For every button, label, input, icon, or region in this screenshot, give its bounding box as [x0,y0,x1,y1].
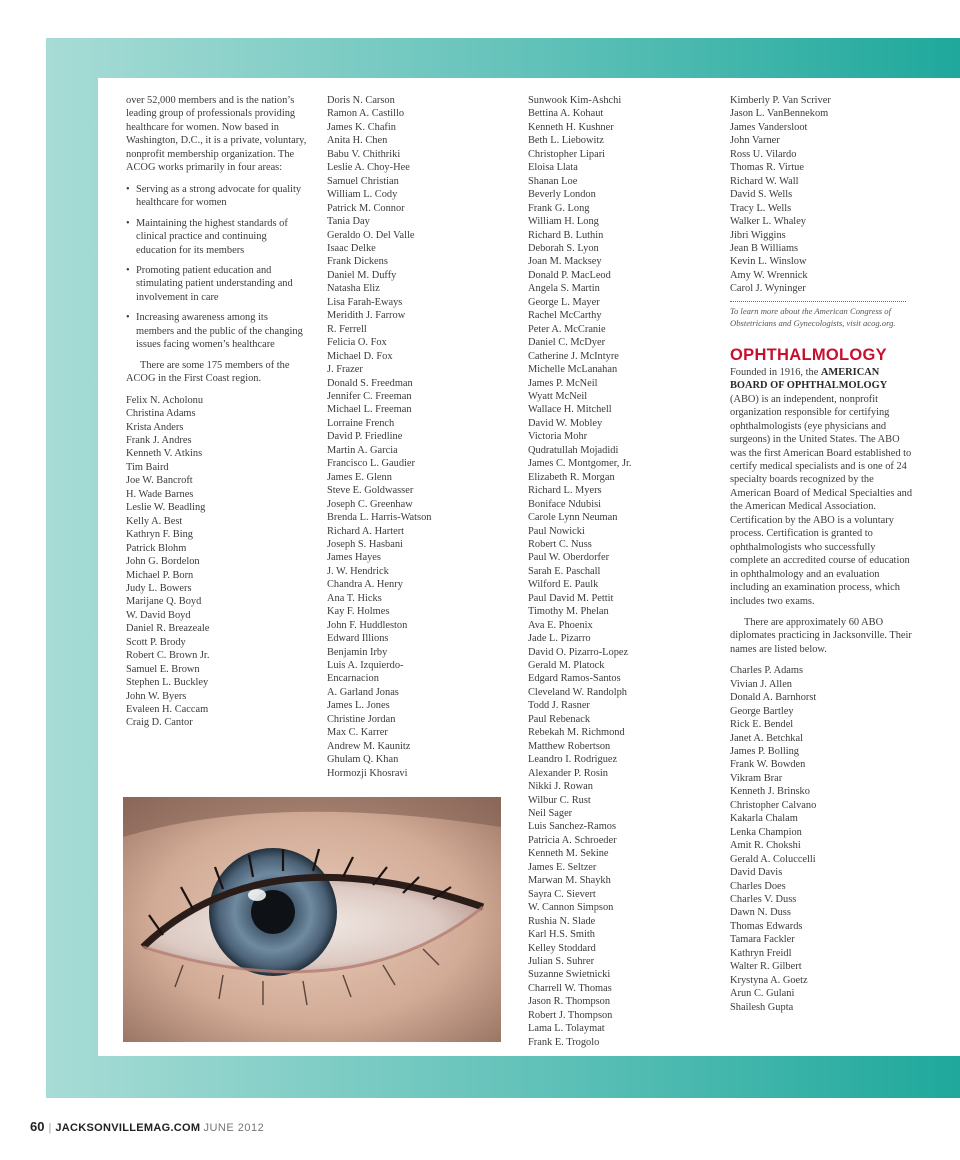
list-item: Ghulam Q. Khan [327,754,399,766]
list-item: Patricia A. Schroeder [528,834,617,846]
list-item: Ramon A. Castillo [327,108,405,120]
list-item: Thomas R. Virtue [730,162,804,174]
list-item: David P. Friedline [327,431,403,443]
list-item: Amit R. Chokshi [730,840,801,852]
list-item: Encarnacion [327,673,379,685]
list-item: Geraldo O. Del Valle [327,229,415,241]
list-item: Samuel Christian [327,175,399,187]
list-item: Tania Day [327,216,370,228]
list-item: Richard B. Luthin [528,229,604,241]
list-item: Rebekah M. Richmond [528,727,625,739]
list-item: Charrell W. Thomas [528,982,612,994]
list-item: James K. Chafin [327,121,396,133]
list-item: Elizabeth R. Morgan [528,471,615,483]
list-item: Donald S. Freedman [327,377,413,389]
list-item: Robert C. Brown Jr. [126,650,210,662]
list-item: Paul W. Oberdorfer [528,552,610,564]
list-item: William H. Long [528,216,599,228]
list-item: Richard A. Hartert [327,525,405,537]
acog-intro-paragraph: over 52,000 members and is the nation’s leading group of professionals providing healthcare for women. Now based in Washington, D.C., it is a private, voluntary, nonprofit membership organization. The ACOG works primarily in four areas: [126,95,307,174]
list-item: Benjamin Irby [327,646,388,658]
list-item: Amy W. Wrennick [730,269,808,281]
list-item: John F. Huddleston [327,619,408,631]
page-number: 60 [30,1119,45,1134]
list-item: Kay F. Holmes [327,606,390,618]
list-item: Arun C. Gulani [730,988,795,1000]
list-item: Christopher Lipari [528,148,606,160]
list-item: Jason L. VanBennekom [730,108,829,120]
list-item: Todd J. Rasner [528,700,590,712]
list-item: Michael L. Freeman [327,404,412,416]
acog-areas-list [126,183,308,352]
list-item: Nikki J. Rowan [528,781,593,793]
list-item: Paul David M. Pettit [528,592,614,604]
list-item: J. Frazer [327,364,363,376]
list-item: George L. Mayer [528,296,600,308]
list-item: Shailesh Gupta [730,1001,794,1013]
list-item: Timothy M. Phelan [528,606,609,618]
list-item: Dawn N. Duss [730,907,791,919]
list-item: Walker L. Whaley [730,216,807,228]
list-item: Christine Jordan [327,713,396,725]
list-item: Michael P. Born [126,569,194,581]
list-item: Charles V. Duss [730,894,797,906]
list-item: Paul Nowicki [528,525,585,537]
acog-names-list-3 [528,94,718,1049]
list-item: Judy L. Bowers [126,582,192,594]
list-item: Anita H. Chen [327,135,388,147]
abo-intro-body: (ABO) is an independent, nonprofit organization responsible for certifying ophthalmologists (eye physicians and surgeons) in the United States. The ABO was the first American Board established to certify medical specialists and is one of 24 specialty boards recognized by the American Board of Medical Specialties and the American Medical Association. Certification by the ABO is a voluntary process. Certification is granted to ophthalmologists who successfully complete an accredited course of education in ophthalmology and an evaluation including an examination process, which includes two exams. [730,393,913,607]
list-item: Kimberly P. Van Scriver [730,95,831,106]
list-item: Richard W. Wall [730,175,799,187]
list-item: Catherine J. McIntyre [528,350,619,362]
list-item: Leslie A. Choy-Hee [327,162,410,174]
list-item: W. David Boyd [126,609,191,621]
list-item: William L. Cody [327,189,398,201]
list-item: James L. Jones [327,700,390,712]
list-item: Tracy L. Wells [730,202,792,214]
list-item: Peter A. McCranie [528,323,606,335]
column-4 [730,94,916,1014]
abo-org-name: AMERICAN BOARD OF OPHTHALMOLOGY [730,366,888,392]
list-item: Brenda L. Harris-Watson [327,512,432,524]
list-item: Daniel R. Breazeale [126,623,210,635]
list-item: Charles P. Adams [730,665,804,677]
list-item: Christina Adams [126,408,196,420]
abo-count-note: There are approximately 60 ABO diplomates practicing in Jacksonville. Their names are listed below. [730,616,912,655]
list-item: Matthew Robertson [528,740,611,752]
acog-members-note: There are some 175 members of the ACOG in the First Coast region. [126,359,290,385]
list-item: • Promoting patient education and stimulating patient understanding and involvement in care [126,264,308,304]
list-item: W. Cannon Simpson [528,902,614,914]
list-item: James P. Bolling [730,746,799,758]
list-item: Rushia N. Slade [528,915,596,927]
site-name: JACKSONVILLEMAG.COM [55,1122,201,1134]
list-item: Jennifer C. Freeman [327,390,412,402]
list-item: Victoria Mohr [528,431,588,443]
list-item: Thomas Edwards [730,920,803,932]
list-item: Ava E. Phoenix [528,619,593,631]
list-item: Angela S. Martin [528,283,600,295]
list-item: Lama L. Tolaymat [528,1023,605,1035]
acog-names-list-2 [327,94,512,780]
list-item: Lorraine French [327,417,395,429]
column-2 [327,94,512,780]
list-item: Gerald A. Coluccelli [730,853,816,865]
list-item: Michelle McLanahan [528,364,618,376]
list-item: Kenneth V. Atkins [126,448,203,460]
list-item: Joan M. Macksey [528,256,602,268]
abo-names-list [730,664,916,1014]
list-item: Michael D. Fox [327,350,393,362]
list-item: Joe W. Bancroft [126,475,193,487]
list-item: Martin A. Garcia [327,444,398,456]
list-item: Patrick Blohm [126,542,187,554]
list-item: James P. McNeil [528,377,598,389]
list-item: • Serving as a strong advocate for quality healthcare for women [126,183,308,210]
list-item: Rick E. Bendel [730,719,794,731]
list-item: Frank Dickens [327,256,388,268]
abo-intro-paragraph [730,366,916,608]
list-item: Gerald M. Platock [528,660,605,672]
list-item: Wyatt McNeil [528,390,588,402]
page-footer [30,1119,264,1134]
list-item: Sayra C. Sievert [528,888,596,900]
list-item: Vikram Brar [730,772,783,784]
list-item: Janet A. Betchkal [730,732,804,744]
list-item: Hormozji Khosravi [327,767,408,779]
list-item: Tim Baird [126,461,169,473]
list-item: Jibri Wiggins [730,229,786,241]
list-item: Boniface Ndubisi [528,498,602,510]
list-item: • Maintaining the highest standards of clinical practice and continuing education for its members [126,217,308,257]
list-item: Kevin L. Winslow [730,256,807,268]
list-item: R. Ferrell [327,323,367,335]
list-item: Donald A. Barnhorst [730,692,817,704]
acog-names-list-4 [730,94,916,296]
list-item: Richard L. Myers [528,485,602,497]
list-item: Isaac Delke [327,242,376,254]
acog-names-list-1 [126,394,308,730]
list-item: Krystyna A. Goetz [730,974,808,986]
list-item: Andrew M. Kaunitz [327,740,411,752]
list-item: Kenneth M. Sekine [528,848,609,860]
list-item: Kathryn F. Bing [126,529,193,541]
list-item: Leslie W. Beadling [126,502,206,514]
list-item: A. Garland Jonas [327,686,399,698]
ophthalmology-heading: OPHTHALMOLOGY [730,345,887,364]
list-item: Scott P. Brody [126,636,186,648]
list-item: Sarah E. Paschall [528,565,601,577]
list-item: Paul Rebenack [528,713,591,725]
list-item: Charles Does [730,880,786,892]
list-item: James Vandersloot [730,121,808,133]
list-item: Deborah S. Lyon [528,242,599,254]
eye-photo [123,797,501,1042]
list-item: Beth L. Liebowitz [528,135,604,147]
list-item: David O. Pizarro-Lopez [528,646,629,658]
list-item: Alexander P. Rosin [528,767,608,779]
list-item: Babu V. Chithriki [327,148,401,160]
list-item: Meridith J. Farrow [327,310,406,322]
list-item: Chandra A. Henry [327,579,403,591]
list-item: • Increasing awareness among its members and the public of the changing issues facing women’s healthcare [126,311,308,351]
list-item: H. Wade Barnes [126,488,194,500]
list-item: Jason R. Thompson [528,996,611,1008]
list-item: Edward Illions [327,633,389,645]
acog-more-info-note: To learn more about the American Congress of Obstetricians and Gynecologists, visit acog.org. [730,305,896,328]
list-item: Luis Sanchez-Ramos [528,821,617,833]
list-item: Julian S. Suhrer [528,956,595,967]
dotted-divider [730,301,906,302]
list-item: Steve E. Goldwasser [327,485,414,497]
list-item: Wilford E. Paulk [528,579,599,591]
list-item: Carol J. Wyninger [730,283,806,295]
list-item: Jade L. Pizarro [528,633,591,645]
list-item: Kenneth H. Kushner [528,121,614,133]
list-item: Stephen L. Buckley [126,677,209,689]
list-item: Max C. Karrer [327,727,388,739]
list-item: Francisco L. Gaudier [327,458,416,470]
list-item: Cleveland W. Randolph [528,686,627,698]
list-item: Joseph C. Greenhaw [327,498,413,510]
eye-illustration [123,797,501,1042]
list-item: Frank E. Trogolo [528,1036,600,1048]
list-item: Karl H.S. Smith [528,929,595,941]
list-item: Bettina A. Kohaut [528,108,604,120]
list-item: John G. Bordelon [126,556,200,568]
list-item: Felicia O. Fox [327,337,387,349]
list-item: Felix N. Acholonu [126,394,204,406]
issue-date: JUNE 2012 [203,1122,265,1134]
column-3 [528,94,718,1049]
list-item: Qudratullah Mojadidi [528,444,619,456]
list-item: Shanan Loe [528,175,578,187]
list-item: Natasha Eliz [327,283,380,295]
list-item: John W. Byers [126,690,187,702]
list-item: Krista Anders [126,421,184,433]
list-item: Jean B Williams [730,242,799,254]
list-item: Evaleen H. Caccam [126,704,209,716]
list-item: Frank G. Long [528,202,590,214]
list-item: Donald P. MacLeod [528,269,611,281]
abo-intro-prefix: Founded in 1916, the [730,366,821,378]
list-item: Walter R. Gilbert [730,961,802,973]
list-item: Lenka Champion [730,826,802,838]
list-item: David W. Mobley [528,417,603,429]
list-item: John Varner [730,135,780,147]
list-item: Beverly London [528,189,596,201]
list-item: Doris N. Carson [327,95,395,106]
list-item: Frank W. Bowden [730,759,806,771]
list-item: Samuel E. Brown [126,663,200,675]
list-item: Wallace H. Mitchell [528,404,612,416]
list-item: Sunwook Kim-Ashchi [528,95,622,106]
list-item: James Hayes [327,552,381,564]
list-item: James C. Montgomer, Jr. [528,458,632,470]
list-item: Neil Sager [528,808,573,820]
footer-separator: | [48,1122,52,1134]
list-item: Wilbur C. Rust [528,794,591,806]
list-item: Kenneth J. Brinsko [730,786,810,798]
list-item: Lisa Farah-Eways [327,296,403,308]
list-item: Craig D. Cantor [126,717,193,729]
list-item: Ross U. Vilardo [730,148,797,160]
list-item: James E. Seltzer [528,861,597,873]
list-item: Kathryn Freidl [730,947,792,959]
list-item: Kelly A. Best [126,515,183,527]
list-item: Luis A. Izquierdo- [327,660,404,672]
list-item: Daniel M. Duffy [327,269,397,281]
list-item: Edgard Ramos-Santos [528,673,621,685]
list-item: Robert J. Thompson [528,1009,613,1021]
list-item: Tamara Fackler [730,934,795,946]
list-item: Daniel C. McDyer [528,337,606,349]
list-item: Frank J. Andres [126,434,192,446]
list-item: Christopher Calvano [730,799,817,811]
list-item: Rachel McCarthy [528,310,602,322]
list-item: Joseph S. Hasbani [327,538,403,550]
list-item: Kelley Stoddard [528,942,596,954]
list-item: Patrick M. Connor [327,202,405,214]
list-item: J. W. Hendrick [327,565,389,577]
list-item: Vivian J. Allen [730,678,793,690]
list-item: Ana T. Hicks [327,592,382,604]
list-item: David Davis [730,867,783,879]
list-item: Carole Lynn Neuman [528,512,618,524]
list-item: Marijane Q. Boyd [126,596,202,608]
column-1 [126,94,308,730]
list-item: Marwan M. Shaykh [528,875,611,887]
list-item: Eloisa Llata [528,162,578,174]
list-item: James E. Glenn [327,471,392,483]
list-item: George Bartley [730,705,794,717]
list-item: Suzanne Swietnicki [528,969,611,981]
list-item: David S. Wells [730,189,793,201]
list-item: Leandro I. Rodriguez [528,754,618,766]
list-item: Robert C. Nuss [528,538,592,550]
list-item: Kakarla Chalam [730,813,798,825]
